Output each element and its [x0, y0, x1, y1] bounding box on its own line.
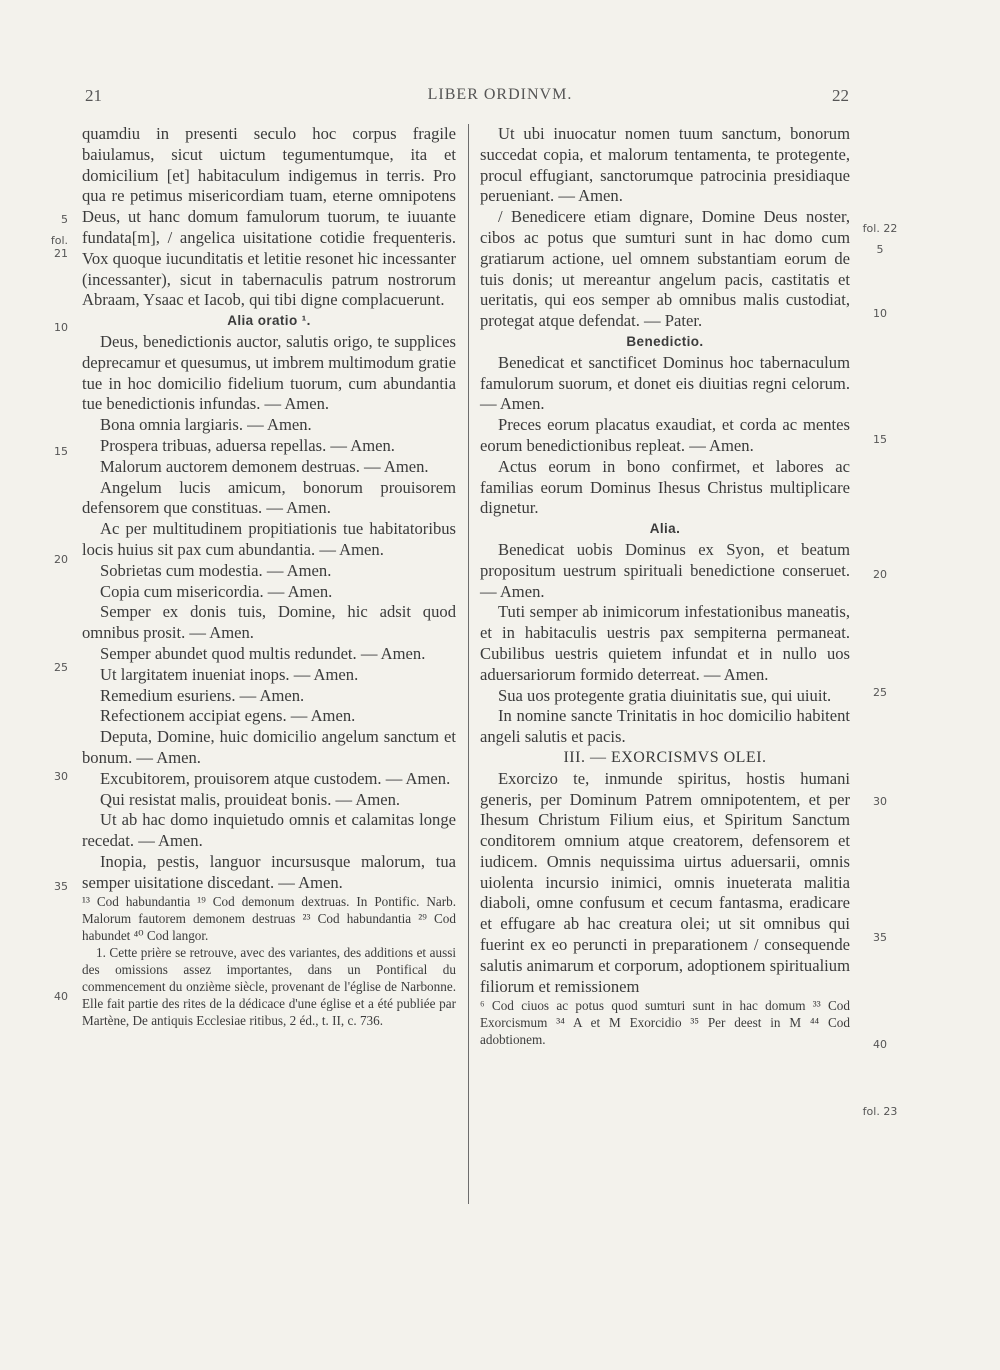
paragraph: Qui resistat malis, prouideat bonis. — Amen.: [100, 789, 401, 809]
paragraph: Ut ab hac domo inquietudo omnis et calamitas longe recedat. — Amen.: [82, 810, 456, 851]
line-number: 10: [54, 321, 68, 334]
paragraph: Ac per multitudinem propitiationis tue habitatoribus locis huius sit pax cum abundantia. — Amen.: [82, 519, 456, 559]
paragraph: Benedicat et sanctificet Dominus hoc tabernaculum famulorum suorum, et donet eis diuitias regni celorum. — Amen.: [480, 352, 850, 414]
folio-marker: fol. 21: [50, 234, 68, 260]
paragraph: Deputa, Domine, huic domicilio angelum sanctum et bonum. — Amen.: [82, 727, 456, 767]
variant-readings: ¹³ Cod habundantia ¹⁹ Cod demonum dextruas. In Pontific. Narb. Malorum fautorem demonem destruas ²³ Cod habundantia ²⁹ Cod habundet ⁴⁰ Cod langor.: [82, 894, 456, 944]
paragraph: Actus eorum in bono confirmet, et labores ac familias eorum Dominus Ihesus Christus multiplicare dignetur.: [480, 456, 850, 518]
paragraph: Preces eorum placatus exaudiat, et corda ac mentes eorum benedictionibus repleat. — Amen.: [480, 415, 850, 455]
paragraph: Prospera tribuas, aduersa repellas. — Amen.: [100, 435, 395, 455]
paragraph: Copia cum misericordia. — Amen.: [100, 581, 333, 601]
paragraph: Malorum auctorem demonem destruas. — Amen.: [100, 456, 429, 476]
section-heading: Alia.: [649, 521, 681, 537]
line-number: 15: [54, 445, 68, 458]
paragraph: Remedium esuriens. — Amen.: [100, 685, 305, 705]
paragraph: Tuti semper ab inimicorum infestationibus maneatis, et in habitaculis uestris pax sempiterna permaneat. Cubilibus uestris quietem infundat et in nullo uos aduersariorum formido deterreat. — Amen.: [480, 602, 850, 684]
page-number-right: 22: [832, 86, 849, 105]
section-heading: Alia oratio ¹.: [227, 313, 311, 329]
line-number: 30: [54, 770, 68, 783]
paragraph: Semper ex donis tuis, Domine, hic adsit quod omnibus prosit. — Amen.: [82, 602, 456, 643]
paragraph: Semper abundet quod multis redundet. — Amen.: [100, 643, 426, 663]
line-number: 35: [873, 931, 887, 944]
paragraph: In nomine sancte Trinitatis in hoc domicilio habitent angeli salutis et pacis.: [480, 706, 850, 747]
line-number: 30: [873, 795, 887, 808]
line-number: 25: [873, 686, 887, 699]
page-number-left: 21: [85, 86, 102, 105]
paragraph: Ut largitatem inueniat inops. — Amen.: [100, 664, 359, 684]
paragraph: quamdiu in presenti seculo hoc corpus fragile baiulamus, sicut uictum tegumentumque, ita et domicilium [et] habitaculum indigemus in terris. Pro qua re petimus misericordiam tuam, eterne omnipotens Deus, ut hanc domum famulorum tuorum, te iuuante fundata[m], / angelica uisitatione cotidie frequenteris. Vox quoque iucunditatis et letitie resonet hic incessanter (incessanter), sicut in tabernaculis patrum nostrorum Abraam, Ysaac et Iacob, qui tibi digne complacuerunt.: [82, 124, 456, 310]
paragraph: Ut ubi inuocatur nomen tuum sanctum, bonorum succedat copia, et malorum tentamenta, te protegente, procul effugiant, sanctorumque patrocinia presidiaque perueniant. — Amen.: [480, 124, 850, 206]
running-title: LIBER ORDINVM.: [427, 86, 573, 103]
line-number: 40: [873, 1038, 887, 1051]
paragraph: Bona omnia largiaris. — Amen.: [100, 415, 312, 435]
paragraph: Sua uos protegente gratia diuinitatis sue, qui uiuit.: [498, 685, 832, 705]
footnote: 1. Cette prière se retrouve, avec des variantes, des additions et aussi des omissions assez importantes, dans un Pontifical du commencement du onzième siècle, provenant de l'église de Narbonne. Elle fait partie des rites de la dédicace d'une église et a été publiée par Martène, De antiquis Ecclesiae ritibus, 2 éd., t. II, c. 736.: [82, 945, 456, 1029]
paragraph: Angelum lucis amicum, bonorum prouisorem defensorem que constituas. — Amen.: [82, 477, 456, 518]
paragraph: Exorcizo te, inmunde spiritus, hostis humani generis, per Dominum Patrem omnipotentem, et per Ihesum Christum Filium eius, et Spiritum Sanctum conditorem omnium atque creatorem, defensorem et iudicem. Omnis nequissima uirtus aduersarii, omnis uiolenta incursio inimici, omnis inueterata malitia diaboli, omne confusum et cecum fantasma, eradicare et effugare ab hac creatura olei; ut sit omnibus qui fuerint ex eo peruncti in preparationem / consequende salutis animarum et corporum, adoptionem spiritualium filiorum et remissionem: [480, 768, 850, 996]
section-title: III. — EXORCISMVS OLEI.: [563, 748, 767, 766]
paragraph: Deus, benedictionis auctor, salutis origo, te supplices deprecamur et quesumus, ut imbrem multimodum gratie tue in hoc domicilio fidelium tuorum, cum abundantia tue benedictionis infundas. — Amen.: [82, 331, 456, 414]
paragraph: / Benedicere etiam dignare, Domine Deus noster, cibos ac potus que sumturi sunt in hac domo cum gratiarum actione, uel omnem substantiam eorum de tuis donis; ut mereantur angelum pacis, castitatis et ueritatis, qui eos semper ab omnibus malis custodiat, protegat atque defendat. — Pater.: [480, 207, 850, 331]
paragraph: Excubitorem, prouisorem atque custodem. — Amen.: [100, 768, 451, 788]
line-number: 15: [873, 433, 887, 446]
folio-marker: fol. 22: [862, 222, 898, 235]
left-column: [82, 124, 456, 1029]
right-column: [480, 124, 850, 1048]
line-number: 20: [873, 568, 887, 581]
line-number: 20: [54, 553, 68, 566]
paragraph: Benedicat uobis Dominus ex Syon, et beatum propositum uestrum spirituali benedictione conseruet. — Amen.: [480, 539, 850, 601]
folio-marker: fol. 23: [862, 1105, 898, 1118]
variant-readings: ⁶ Cod ciuos ac potus quod sumturi sunt in hac domum ³³ Cod Exorcismum ³⁴ A et M Exorcidio ³⁵ Per deest in M ⁴⁴ Cod adobtionem.: [480, 998, 850, 1048]
line-number: 5: [876, 243, 884, 256]
line-number: 5: [61, 213, 68, 226]
paragraph: Inopia, pestis, languor incursusque malorum, tua semper uisitatione discedant. — Amen.: [82, 851, 456, 892]
line-number: 35: [54, 880, 68, 893]
paragraph: Sobrietas cum modestia. — Amen.: [100, 560, 332, 580]
line-number: 10: [873, 307, 887, 320]
column-divider: [468, 124, 469, 1204]
paragraph: Refectionem accipiat egens. — Amen.: [100, 706, 356, 726]
line-number: 40: [54, 990, 68, 1003]
section-heading: Benedictio.: [626, 333, 704, 349]
line-number: 25: [54, 661, 68, 674]
